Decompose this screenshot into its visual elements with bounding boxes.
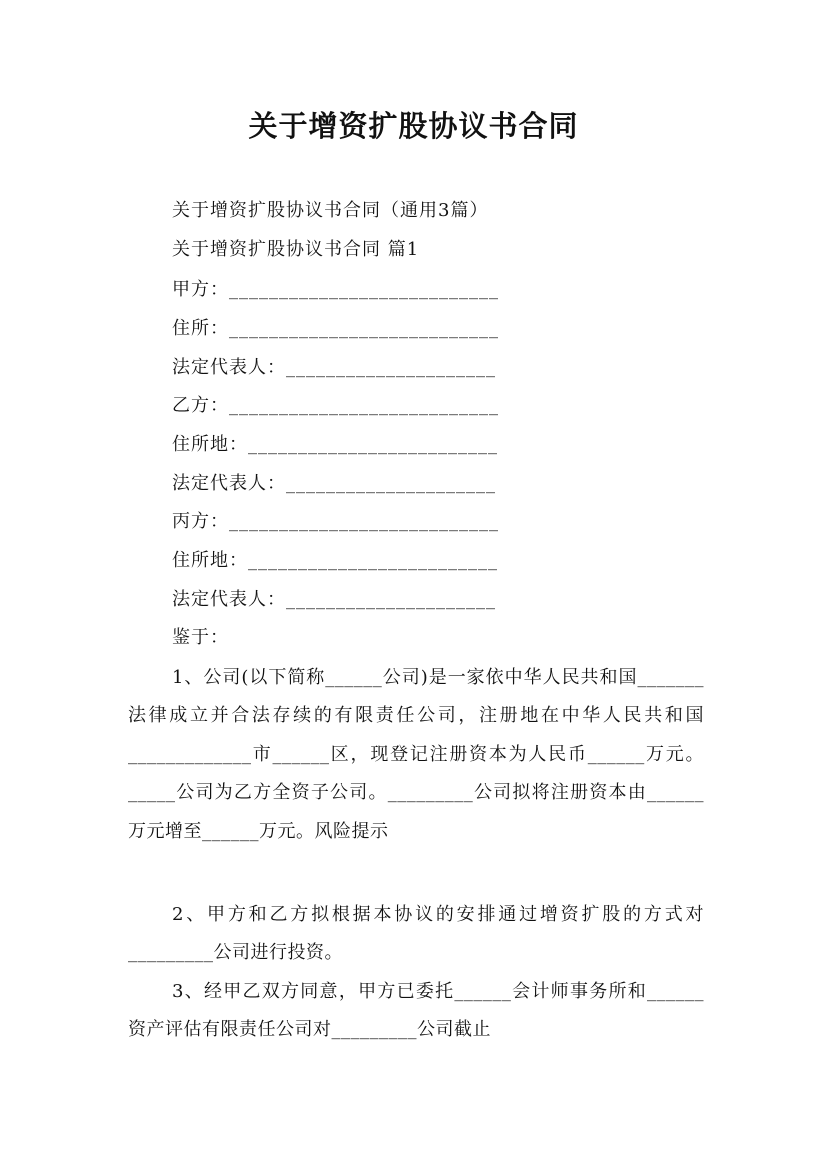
field-party-c-representative: 法定代表人：_____________________ <box>172 589 496 610</box>
field-party-a-address: 住所：___________________________ <box>172 318 499 339</box>
paragraph-3: 3、经甲乙双方同意，甲方已委托______会计师事务所和______资产评估有限责任公司对_________公司截止 <box>128 981 704 1041</box>
field-party-b-representative: 法定代表人：_____________________ <box>172 473 496 494</box>
field-party-c-address: 住所地：_________________________ <box>172 550 498 571</box>
section-heading: 关于增资扩股协议书合同 篇1 <box>172 239 420 260</box>
document-title: 关于增资扩股协议书合同 <box>248 109 579 143</box>
field-party-b-address: 住所地：_________________________ <box>172 434 498 455</box>
document-subtitle: 关于增资扩股协议书合同（通用3篇） <box>172 200 489 221</box>
paragraph-2: 2、甲方和乙方拟根据本协议的安排通过增资扩股的方式对_________公司进行投资。 <box>128 904 704 964</box>
field-party-b: 乙方：___________________________ <box>172 395 499 416</box>
field-party-a: 甲方：___________________________ <box>172 279 499 300</box>
recital-label: 鉴于： <box>172 627 229 648</box>
field-party-c: 丙方：___________________________ <box>172 511 499 532</box>
field-party-a-representative: 法定代表人：_____________________ <box>172 357 496 378</box>
paragraph-1: 1、公司(以下简称______公司)是一家依中华人民共和国_______法律成立并合法存续的有限责任公司，注册地在中华人民共和国_____________市______区，现登记注册资本为人民币______万元。_____公司为乙方全资子公司。_________公司拟将注册资本由______万元增至______万元。风险提示 <box>128 667 704 842</box>
